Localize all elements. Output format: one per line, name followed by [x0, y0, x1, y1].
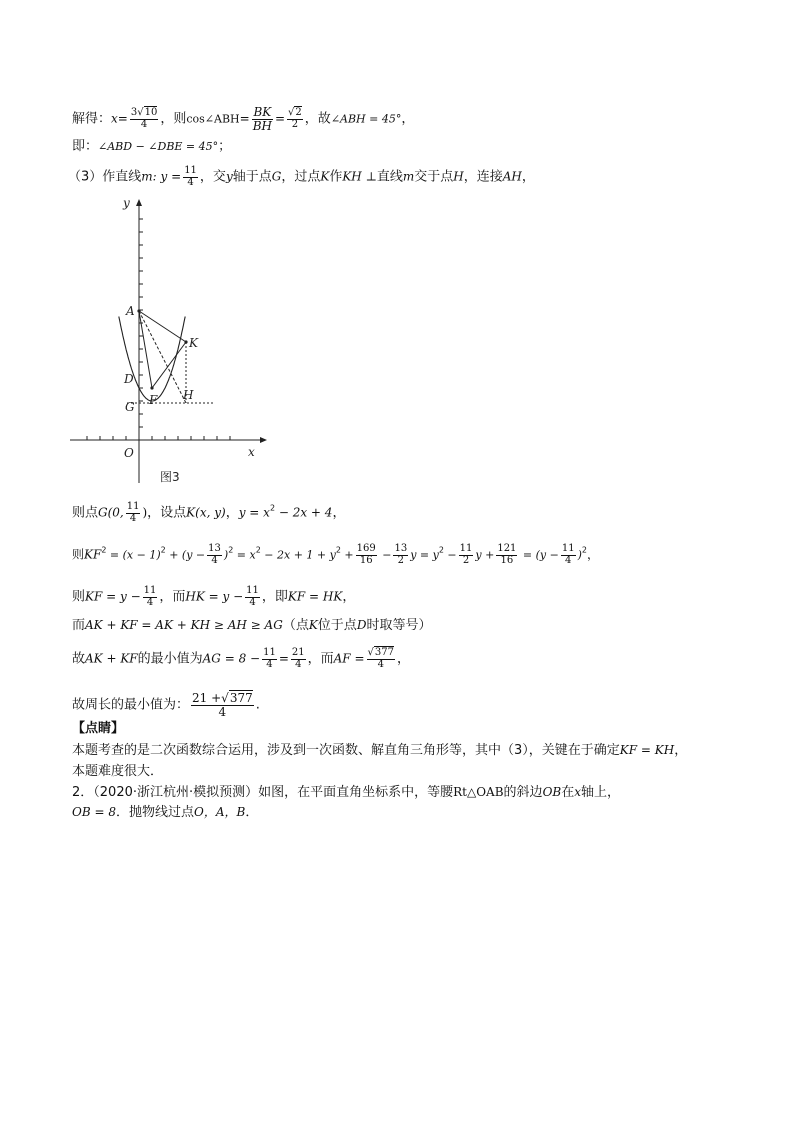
label-F: F	[149, 393, 158, 407]
text: 在	[561, 785, 575, 800]
solution-line-6	[72, 586, 355, 608]
fraction	[143, 586, 158, 608]
text: ，则	[160, 111, 187, 127]
text: 则	[72, 589, 86, 605]
numerator: 11	[561, 543, 575, 554]
math-eq: =	[117, 111, 128, 126]
denominator: 2	[397, 554, 405, 566]
fraction	[561, 544, 576, 566]
x-axis-arrow-icon	[260, 437, 267, 443]
denominator: 4	[249, 596, 256, 608]
text: 故周长的最小值为：	[72, 697, 190, 713]
math-expr: KH ⊥	[342, 169, 377, 184]
text: 位于点	[317, 618, 357, 633]
segment-FK	[152, 342, 186, 388]
fraction: $\frac{√2}{2}$	[288, 107, 302, 130]
fraction	[496, 544, 517, 566]
fraction	[183, 166, 198, 188]
text: 本题难度很大．	[72, 764, 164, 779]
text: 轴上，	[581, 785, 621, 800]
math-expr: y +	[475, 548, 495, 562]
denominator: 4	[146, 596, 154, 608]
math-eq: =	[274, 111, 286, 126]
text: .	[255, 697, 260, 713]
text: ，交	[199, 169, 226, 185]
numerator: 11	[246, 585, 259, 596]
math-var: y	[225, 169, 233, 184]
fraction	[245, 586, 260, 608]
text: 轴于点	[232, 169, 272, 185]
numerator: 11	[459, 543, 473, 554]
math-expr: − 2x + 4	[275, 505, 333, 520]
label-x: x	[248, 445, 255, 459]
text: 时取等号）	[366, 618, 432, 633]
math-var: x	[574, 785, 582, 799]
math-var: G	[271, 169, 282, 184]
math-expr: )	[577, 548, 582, 562]
numerator: 11	[184, 165, 197, 176]
denominator: 4	[266, 658, 273, 670]
label-y: y	[123, 198, 130, 210]
numerator-part: 21 +	[192, 691, 222, 705]
numerator: 121	[497, 543, 517, 554]
coef: 3	[130, 107, 138, 119]
denominator: 4	[377, 658, 384, 670]
fraction	[291, 648, 306, 670]
math-expr: ∠ABH = 45°	[330, 112, 402, 126]
denominator: 16	[359, 554, 373, 566]
fraction: $\frac{3√10}{4}$	[130, 107, 158, 130]
math-expr: −	[378, 548, 392, 562]
text: （3）作直线	[68, 169, 142, 185]
numerator: 21	[291, 647, 305, 658]
superscript: 2	[335, 545, 341, 555]
math-var: D	[356, 618, 367, 632]
math-var: m	[141, 169, 153, 184]
math-expr: = (y −	[519, 548, 559, 562]
solution-line-12	[72, 765, 163, 778]
text: ，	[396, 651, 410, 667]
text: ，而	[307, 651, 334, 667]
math-expr: = (x − 1)	[106, 548, 161, 562]
radicand: 377	[374, 647, 394, 658]
text: ，过点	[281, 169, 321, 185]
text: 的最小值为	[137, 651, 203, 667]
text: ，	[332, 505, 346, 521]
text: 直线	[376, 169, 403, 185]
text: ，	[521, 169, 535, 185]
math-expr: )	[142, 505, 148, 520]
denominator: 4	[211, 554, 218, 566]
x-axis-ticks	[87, 436, 230, 440]
denominator: BH	[252, 118, 272, 133]
problem-2-line-2	[72, 806, 258, 819]
text: ；	[218, 139, 232, 154]
label-G: G	[125, 400, 135, 414]
math-expr: ∠ABD − ∠DBE = 45°	[98, 140, 219, 153]
segment-AH	[139, 311, 186, 403]
text: ，	[586, 547, 599, 562]
superscript: 2	[269, 503, 276, 513]
denominator: 2	[291, 118, 299, 130]
text: ，故	[304, 111, 331, 127]
denominator: 4	[129, 512, 137, 524]
math-expr: HK = y −	[185, 589, 244, 604]
math-expr: −	[443, 548, 457, 562]
point-F	[150, 386, 153, 389]
text: 故	[72, 651, 86, 667]
radicand: 2	[295, 107, 302, 119]
text: 作	[329, 169, 343, 185]
superscript: 2	[160, 545, 166, 555]
denominator: 4	[140, 118, 148, 130]
math-var: H	[453, 169, 464, 184]
fraction	[356, 544, 377, 566]
text: 【点睛】	[72, 721, 125, 736]
text: （点	[282, 618, 309, 633]
text: 2．（2020·浙江杭州·模拟预测）如图，在平面直角坐标系中，等腰	[72, 785, 454, 800]
text: 而	[72, 618, 86, 633]
math-expr: : y =	[152, 169, 182, 184]
numerator: 11	[126, 501, 140, 512]
math-expr: +	[340, 548, 354, 562]
solution-line-2	[72, 140, 231, 153]
math-var: OB	[542, 785, 562, 799]
math-var: K	[320, 169, 330, 184]
fraction	[393, 544, 408, 566]
denominator: 4	[218, 704, 227, 719]
fraction	[126, 502, 141, 524]
label-D: D	[124, 372, 134, 386]
parabola-figure	[70, 198, 270, 488]
math-expr: O，A，B	[194, 805, 246, 819]
text: ，	[401, 111, 415, 127]
solution-line-5	[72, 544, 599, 566]
math-eq: =	[239, 111, 250, 126]
math-var: m	[402, 169, 415, 184]
numerator: BK	[253, 105, 272, 119]
section-heading-dianjing	[72, 722, 124, 735]
solution-line-8	[72, 648, 410, 670]
math-expr: AK + KF	[85, 651, 138, 666]
math-expr: KF = HK	[287, 589, 343, 604]
math-expr: KF = KH	[619, 743, 675, 757]
text: ，而	[159, 589, 186, 605]
math-expr: AF =	[333, 651, 365, 666]
numerator: 13	[208, 543, 221, 554]
solution-line-7	[72, 619, 431, 632]
label-K: K	[189, 336, 198, 350]
math-var: x	[111, 111, 118, 126]
denominator: 4	[295, 658, 302, 670]
denominator: 4	[187, 176, 194, 188]
solution-line-3	[68, 166, 535, 188]
math-expr: y = y	[410, 548, 439, 562]
text: ，即	[261, 589, 288, 605]
math-eq: =	[278, 651, 289, 666]
math-expr: AG = 8 −	[202, 651, 261, 666]
numerator: 169	[356, 543, 376, 554]
text: ，设点	[147, 505, 187, 521]
denominator: 4	[565, 554, 572, 566]
math-expr: + (y −	[165, 548, 206, 562]
math-expr: − 2x + 1 + y	[260, 548, 336, 562]
numerator: 13	[394, 543, 408, 554]
math-expr: KF	[84, 547, 102, 562]
radicand: 377	[229, 691, 253, 705]
text: 则点	[72, 505, 99, 521]
radicand: 10	[144, 107, 158, 119]
point-A	[137, 309, 140, 312]
math-expr: G(0,	[98, 505, 124, 520]
solution-line-9	[72, 692, 260, 718]
math-expr: OB = 8	[72, 805, 116, 819]
y-axis-arrow-icon	[136, 199, 142, 206]
superscript: 2	[438, 545, 444, 555]
problem-2-line-1	[72, 786, 620, 799]
text: ，	[225, 505, 239, 521]
math-expr: KF = y −	[85, 589, 141, 604]
solution-line-4	[72, 502, 345, 524]
math-var: K	[308, 618, 318, 632]
superscript: 2	[581, 545, 587, 555]
fraction	[459, 544, 474, 566]
segment-AK	[139, 311, 186, 342]
point-K	[184, 340, 187, 343]
text: ，	[674, 743, 688, 758]
math-expr: Rt△OAB	[453, 785, 504, 799]
math-expr: AK + KF = AK + KH ≥ AH ≥ AG	[85, 618, 283, 632]
fraction	[252, 106, 273, 132]
text: 的斜边	[503, 785, 543, 800]
text: 交于点	[414, 169, 454, 185]
math-expr: )	[223, 548, 229, 562]
label-O: O	[124, 446, 134, 460]
fraction: $\frac{√377}{4}$	[367, 647, 394, 670]
label-A: A	[126, 304, 135, 318]
text: ．抛物线过点	[115, 805, 194, 820]
superscript: 2	[255, 545, 261, 555]
text: ．	[245, 805, 259, 820]
text: 即：	[72, 139, 99, 154]
math-expr: y = x	[238, 505, 270, 520]
fraction	[262, 648, 277, 670]
math-expr: K(x, y)	[186, 505, 226, 520]
text: 解得：	[72, 111, 112, 127]
text: ，连接	[463, 169, 503, 185]
text: 则	[72, 547, 85, 562]
fraction	[207, 544, 222, 566]
text: 本题考查的是二次函数综合运用，涉及到一次函数、解直角三角形等，其中（3），关键在于确定	[72, 743, 620, 758]
fraction: $\frac{21 +√377}{4}$	[192, 691, 253, 719]
numerator: 11	[143, 585, 157, 596]
denominator: 16	[500, 554, 514, 566]
superscript: 2	[228, 545, 234, 555]
label-H: H	[183, 388, 194, 402]
figure-caption: 图3	[160, 470, 180, 484]
math-expr: AH	[502, 169, 522, 184]
solution-line-11	[72, 744, 687, 757]
text: ，	[342, 589, 356, 605]
superscript: 2	[101, 545, 107, 555]
math-expr: = x	[233, 548, 256, 562]
solution-line-1	[72, 106, 414, 132]
math-expr: cos∠ABH	[186, 112, 240, 126]
denominator: 2	[462, 554, 470, 566]
numerator: 11	[263, 647, 276, 658]
